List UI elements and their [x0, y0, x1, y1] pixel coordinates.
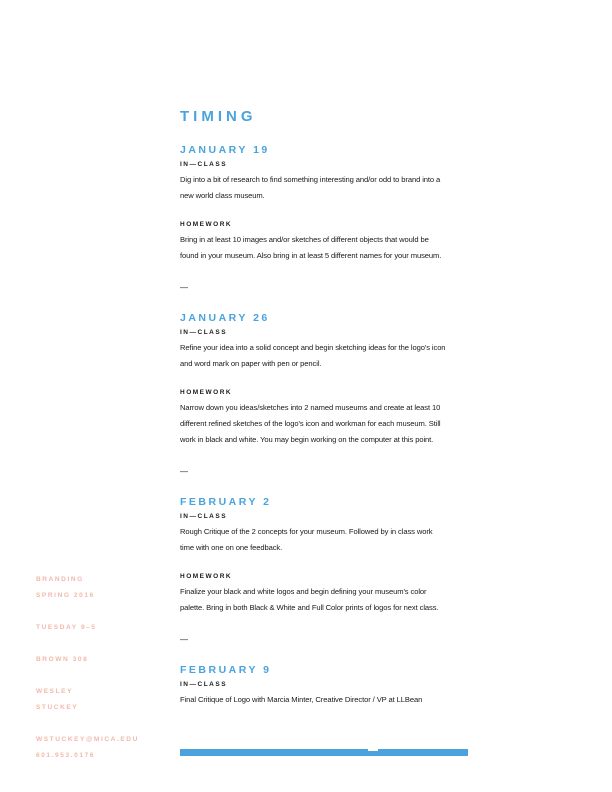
text-line: Refine your idea into a solid concept and begin sketching ideas for the logo's icon	[180, 343, 446, 352]
text-line: Dig into a bit of research to find something interesting and/or odd to brand into a	[180, 175, 441, 184]
course-term: SPRING 2016	[36, 592, 95, 599]
text-line: new world class museum.	[180, 191, 265, 200]
instructor-phone: 601.953.0176	[36, 752, 95, 759]
text-line: and word mark on paper with pen or pencil.	[180, 359, 322, 368]
session-january-26	[180, 312, 470, 496]
section-separator: —	[180, 635, 188, 644]
text-line: found in your museum. Also bring in at least 5 different names for your museum.	[180, 251, 442, 260]
session-date: JANUARY 26	[180, 312, 270, 324]
homework-text	[180, 584, 470, 616]
homework-label: HOMEWORK	[180, 573, 233, 580]
session-february-2	[180, 496, 470, 664]
text-line: work in black and white. You may begin working on the computer at this point.	[180, 435, 434, 444]
course-schedule: TUESDAY 9–5	[36, 624, 97, 631]
course-info-sidebar	[36, 572, 166, 764]
in-class-text	[180, 524, 470, 556]
session-february-9	[180, 664, 470, 708]
homework-label: HOMEWORK	[180, 221, 233, 228]
homework-text	[180, 400, 470, 448]
in-class-text	[180, 340, 470, 372]
instructor-first-name: WESLEY	[36, 688, 74, 695]
text-line: Narrow down you ideas/sketches into 2 named museums and create at least 10	[180, 403, 441, 412]
footer-accent-bar	[180, 749, 468, 756]
session-january-19	[180, 144, 470, 312]
in-class-text	[180, 172, 470, 204]
text-line: Bring in at least 10 images and/or sketches of different objects that would be	[180, 235, 429, 244]
in-class-label: IN—CLASS	[180, 161, 228, 168]
text-line: Final Critique of Logo with Marcia Minter, Creative Director / VP at LLBean	[180, 695, 423, 704]
in-class-label: IN—CLASS	[180, 329, 228, 336]
homework-label: HOMEWORK	[180, 389, 233, 396]
course-room: BROWN 308	[36, 656, 89, 663]
text-line: Rough Critique of the 2 concepts for your museum. Followed by in class work	[180, 527, 433, 536]
course-name: BRANDING	[36, 576, 84, 583]
text-line: time with one on one feedback.	[180, 543, 283, 552]
text-line: Finalize your black and white logos and begin defining your museum's color	[180, 587, 427, 596]
in-class-label: IN—CLASS	[180, 513, 228, 520]
session-date: FEBRUARY 9	[180, 664, 272, 676]
instructor-last-name: STUCKEY	[36, 704, 79, 711]
section-separator: —	[180, 467, 188, 476]
session-date: JANUARY 19	[180, 144, 270, 156]
text-line: palette. Bring in both Black & White and Full Color prints of logos for next class.	[180, 603, 439, 612]
schedule-content	[180, 144, 470, 708]
instructor-email[interactable]: WSTUCKEY@MICA.EDU	[36, 736, 139, 743]
footer-bar-notch	[368, 749, 378, 751]
in-class-text	[180, 692, 470, 708]
homework-text	[180, 232, 470, 264]
session-date: FEBRUARY 2	[180, 496, 272, 508]
in-class-label: IN—CLASS	[180, 681, 228, 688]
text-line: different refined sketches of the logo's icon and workman for each museum. Still	[180, 419, 441, 428]
section-separator: —	[180, 283, 188, 292]
page-title: TIMING	[180, 108, 257, 125]
